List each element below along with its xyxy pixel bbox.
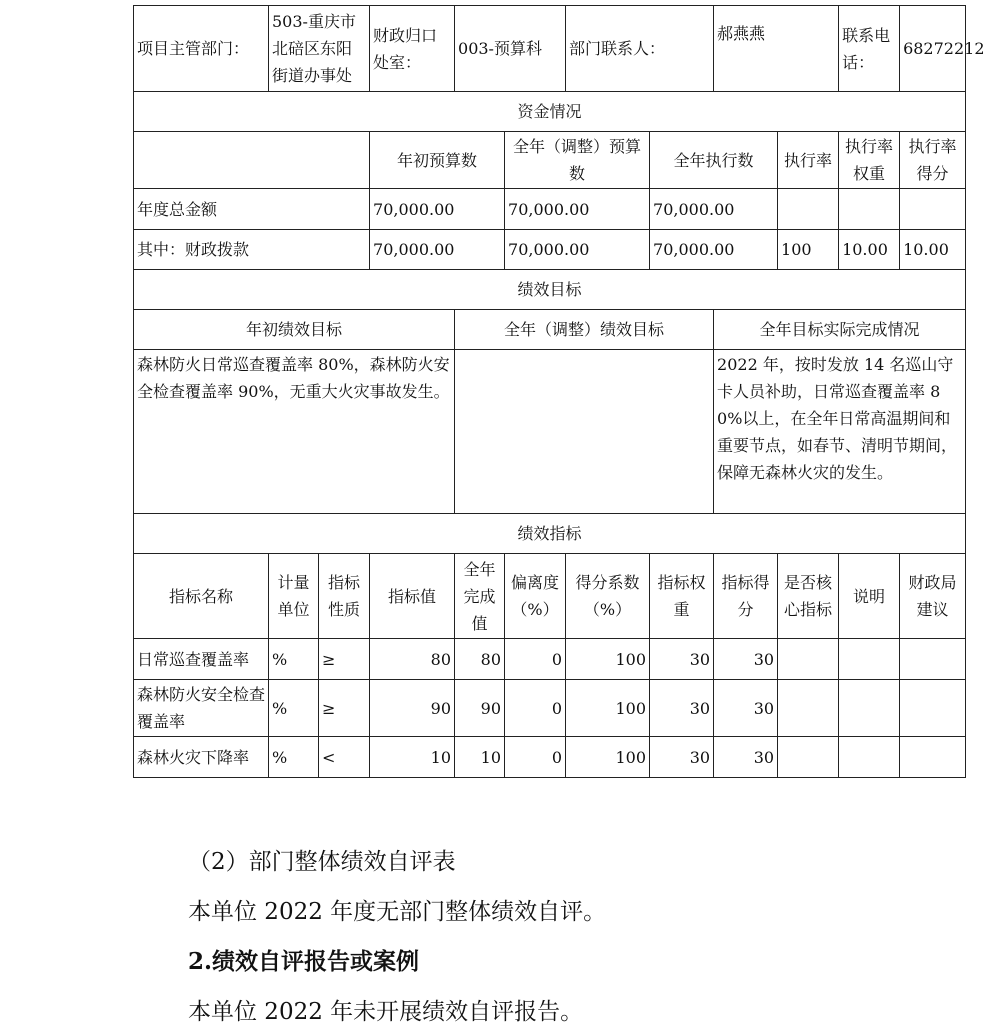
funds-row-score [900,189,966,230]
goals-section-title: 绩效目标 [134,270,966,310]
goals-header-row [134,310,966,350]
ind-header: 指标权重 [650,554,714,639]
ind-coef: 100 [566,639,650,680]
indicator-row [134,639,966,680]
ind-name: 日常巡查覆盖率 [134,639,269,680]
ind-score: 30 [714,639,778,680]
ind-value: 90 [370,680,455,737]
funds-row-adjusted: 70,000.00 [505,189,650,230]
funds-row-executed: 70,000.00 [650,230,778,270]
ind-header: 指标值 [370,554,455,639]
ind-advice [900,639,966,680]
col-rate: 执行率 [778,132,839,189]
ind-done: 80 [455,639,505,680]
funds-row-score: 10.00 [900,230,966,270]
ind-header: 财政局建议 [900,554,966,639]
performance-table [133,5,985,778]
col-adjusted: 全年（调整）预算数 [505,132,650,189]
indicators-header-row [134,554,966,639]
funds-row-weight: 10.00 [839,230,900,270]
ind-header: 是否核心指标 [778,554,839,639]
office-label: 财政归口处室： [370,6,455,92]
ind-value: 10 [370,737,455,778]
col-weight: 执行率权重 [839,132,900,189]
indicators-section-title: 绩效指标 [134,514,966,554]
ind-done: 10 [455,737,505,778]
funds-row-budget: 70,000.00 [370,189,505,230]
funds-section-title: 资金情况 [134,92,966,132]
ind-name: 森林防火安全检查覆盖率 [134,680,269,737]
phone-value: 68272212 [900,6,966,92]
ind-value: 80 [370,639,455,680]
section-subheading: （2）部门整体绩效自评表 [188,849,456,875]
funds-row-rate: 100 [778,230,839,270]
funds-header-blank [134,132,370,189]
ind-deviation: 0 [505,680,566,737]
ind-header: 全年完成值 [455,554,505,639]
funds-header-row [134,132,966,189]
ind-weight: 30 [650,639,714,680]
adjusted-goal-text [455,350,714,514]
ind-header: 指标名称 [134,554,269,639]
funds-row-executed: 70,000.00 [650,189,778,230]
ind-nature: ≥ [319,639,370,680]
contact-value: 郝燕燕 [714,6,839,92]
col-initial-goal: 年初绩效目标 [134,310,455,350]
ind-advice [900,737,966,778]
funds-row-adjusted: 70,000.00 [505,230,650,270]
ind-note [839,680,900,737]
dept-value: 503-重庆市北碚区东阳街道办事处 [269,6,370,92]
header-info-row [134,6,966,92]
ind-header: 指标性质 [319,554,370,639]
contact-label: 部门联系人： [566,6,714,92]
ind-unit: % [269,737,319,778]
ind-note [839,737,900,778]
ind-done: 90 [455,680,505,737]
ind-nature: < [319,737,370,778]
ind-core [778,680,839,737]
col-score: 执行率得分 [900,132,966,189]
funds-row-label: 其中：财政拨款 [134,230,370,270]
funds-row-label: 年度总金额 [134,189,370,230]
ind-nature: ≥ [319,680,370,737]
ind-header: 指标得分 [714,554,778,639]
office-value: 003-预算科 [455,6,566,92]
ind-deviation: 0 [505,639,566,680]
initial-goal-text: 森林防火日常巡查覆盖率 80%，森林防火安全检查覆盖率 90%，无重大火灾事故发生。 [134,350,455,514]
ind-unit: % [269,639,319,680]
ind-header: 说明 [839,554,900,639]
col-actual-goal: 全年目标实际完成情况 [714,310,966,350]
ind-deviation: 0 [505,737,566,778]
funds-row-weight [839,189,900,230]
ind-name: 森林火灾下降率 [134,737,269,778]
ind-unit: % [269,680,319,737]
ind-coef: 100 [566,737,650,778]
ind-note [839,639,900,680]
phone-label: 联系电话： [839,6,900,92]
funds-row [134,189,966,230]
funds-row-rate [778,189,839,230]
ind-header: 得分系数（%） [566,554,650,639]
actual-goal-text: 2022 年，按时发放 14 名巡山守卡人员补助，日常巡查覆盖率 80%以上，在全年日常高温期间和重要节点，如春节、清明节期间，保障无森林火灾的发生。 [714,350,966,514]
ind-core [778,639,839,680]
ind-core [778,737,839,778]
col-budget: 年初预算数 [370,132,505,189]
ind-header: 计量单位 [269,554,319,639]
ind-score: 30 [714,737,778,778]
goals-content-row [134,350,966,514]
section-heading: 2.绩效自评报告或案例 [188,948,420,975]
body-paragraph: 本单位 2022 年度无部门整体绩效自评。 [188,899,607,925]
col-executed: 全年执行数 [650,132,778,189]
body-paragraph: 本单位 2022 年未开展绩效自评报告。 [188,999,584,1025]
funds-row-budget: 70,000.00 [370,230,505,270]
indicator-row [134,680,966,737]
ind-header: 偏离度（%） [505,554,566,639]
ind-score: 30 [714,680,778,737]
dept-label: 项目主管部门： [134,6,269,92]
ind-weight: 30 [650,737,714,778]
indicator-row [134,737,966,778]
ind-advice [900,680,966,737]
ind-weight: 30 [650,680,714,737]
ind-coef: 100 [566,680,650,737]
col-adjusted-goal: 全年（调整）绩效目标 [455,310,714,350]
funds-row [134,230,966,270]
